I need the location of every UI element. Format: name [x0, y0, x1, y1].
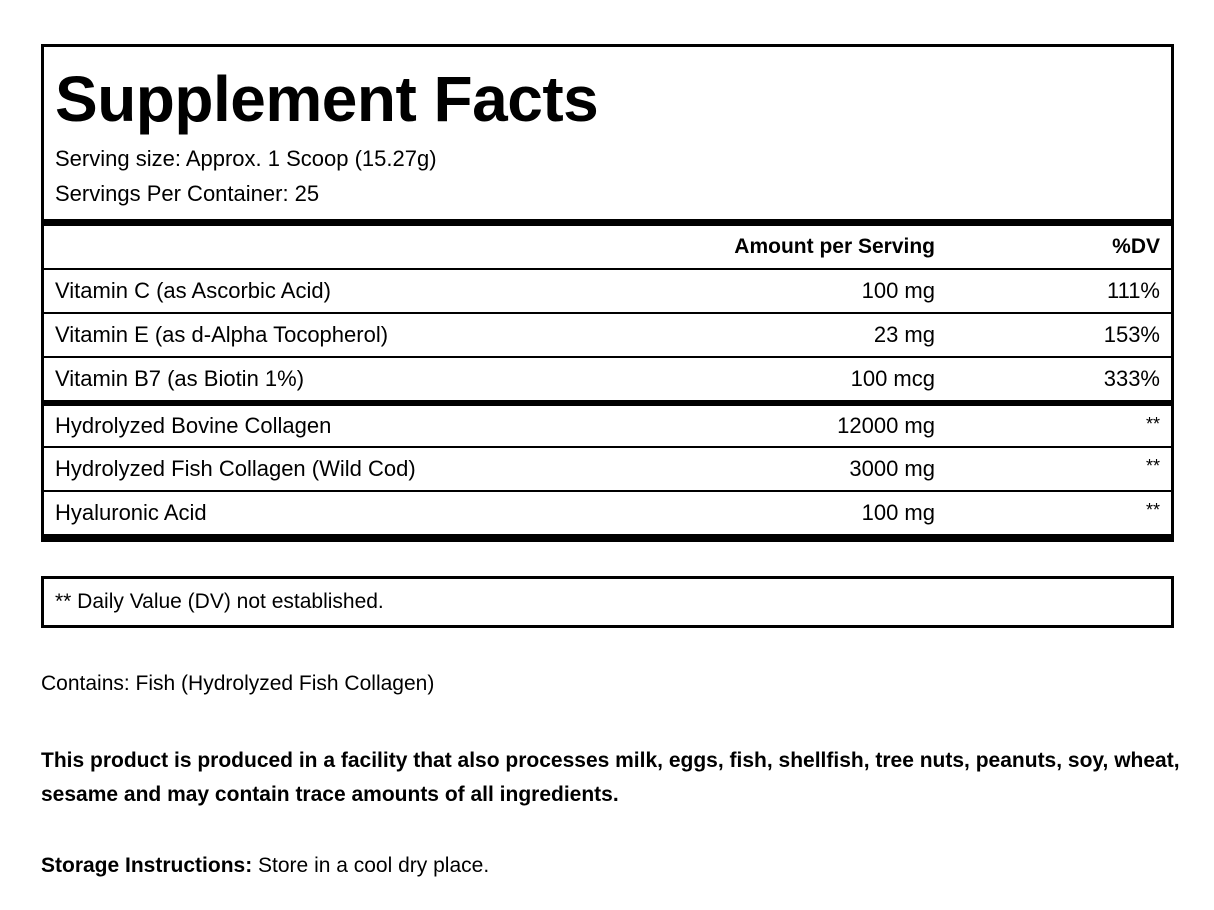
table-row — [44, 400, 1171, 446]
nutrient-dv: 153% — [1103, 322, 1160, 347]
supplement-facts-panel — [41, 44, 1174, 542]
storage-text: Store in a cool dry place. — [252, 854, 490, 877]
column-header-dv: %DV — [1112, 235, 1160, 258]
table-row — [44, 490, 1171, 534]
ingredient-dv: ** — [1145, 500, 1160, 520]
contains-statement: Contains: Fish (Hydrolyzed Fish Collagen) — [41, 672, 435, 695]
nutrient-name: Vitamin C (as Ascorbic Acid) — [55, 278, 331, 303]
nutrient-dv: 111% — [1106, 278, 1160, 303]
storage-instructions — [41, 854, 489, 878]
heavy-divider — [44, 219, 1171, 226]
nutrient-amount: 100 mcg — [850, 366, 935, 391]
storage-label: Storage Instructions: — [41, 854, 253, 877]
nutrient-amount: 100 mg — [861, 278, 935, 303]
panel-title: Supplement Facts — [55, 63, 599, 135]
table-row — [44, 268, 1171, 312]
table-row — [44, 446, 1171, 490]
nutrient-name: Vitamin B7 (as Biotin 1%) — [55, 366, 305, 391]
ingredient-amount: 12000 mg — [837, 413, 935, 438]
nutrient-name: Vitamin E (as d-Alpha Tocopherol) — [55, 322, 389, 347]
footnote-text: ** Daily Value (DV) not established. — [55, 590, 384, 613]
ingredient-dv: ** — [1145, 414, 1160, 434]
ingredient-name: Hydrolyzed Bovine Collagen — [55, 413, 332, 438]
ingredient-amount: 3000 mg — [849, 456, 935, 481]
ingredient-name: Hydrolyzed Fish Collagen (Wild Cod) — [55, 456, 416, 481]
ingredient-amount: 100 mg — [861, 500, 935, 525]
column-header-amount: Amount per Serving — [734, 235, 935, 258]
ingredient-name: Hyaluronic Acid — [55, 500, 207, 525]
bottom-divider — [44, 534, 1171, 539]
table-row — [44, 356, 1171, 400]
nutrient-dv: 333% — [1103, 366, 1160, 391]
table-row — [44, 312, 1171, 356]
column-header-row — [44, 226, 1171, 268]
ingredient-dv: ** — [1145, 456, 1160, 476]
nutrient-amount: 23 mg — [873, 322, 935, 347]
allergen-warning: This product is produced in a facility that also processes milk, eggs, fish, shellfish, tree nuts, peanuts, soy, wheat, sesame and may contain trace amounts of all ingredients. — [41, 749, 1180, 806]
serving-size: Serving size: Approx. 1 Scoop (15.27g) — [55, 146, 437, 171]
servings-per-container: Servings Per Container: 25 — [55, 181, 320, 206]
footnote-box — [41, 576, 1174, 628]
